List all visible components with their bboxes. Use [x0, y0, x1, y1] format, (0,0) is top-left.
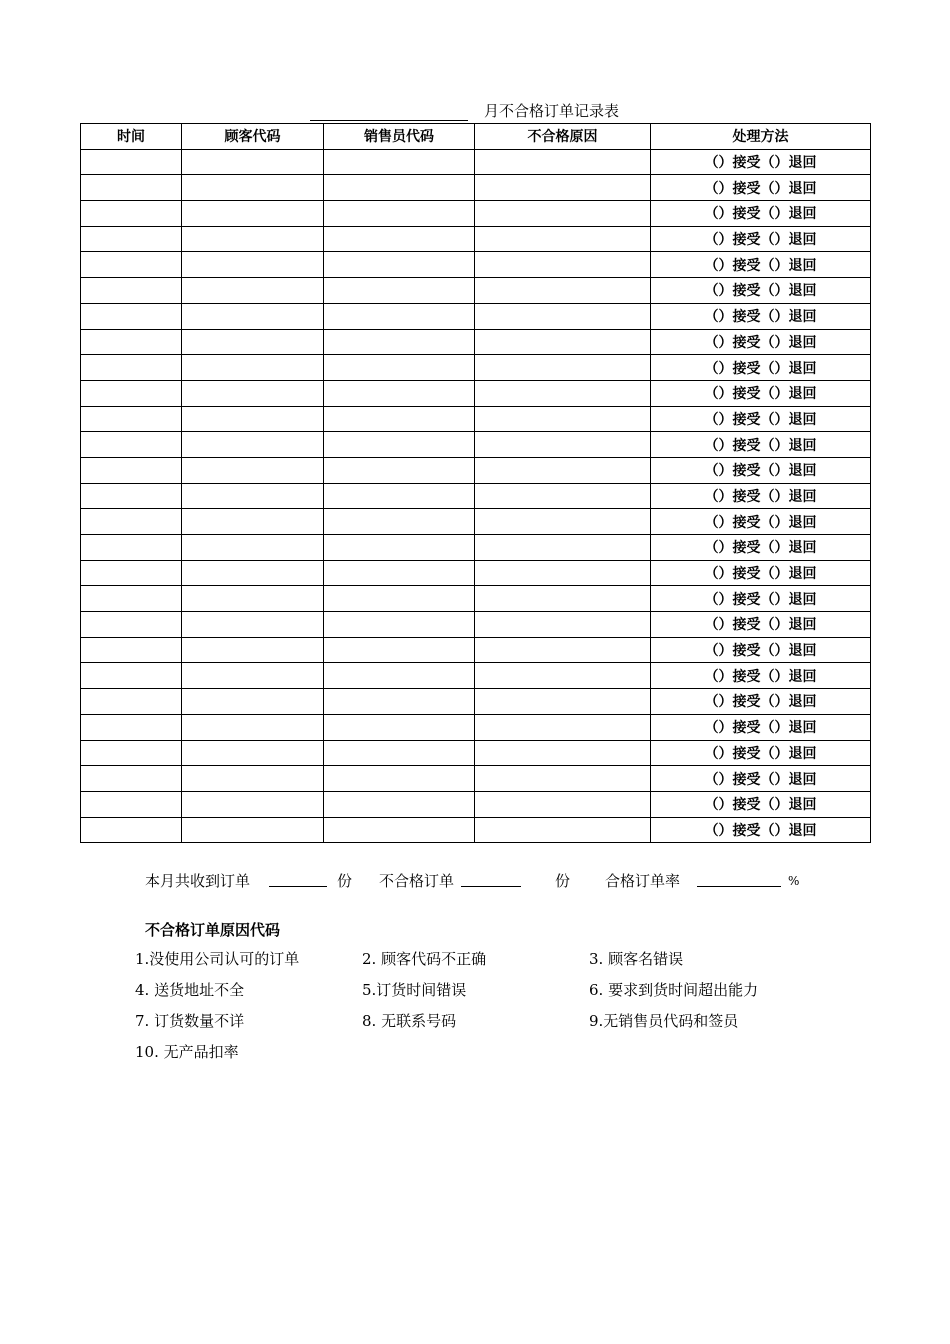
table-row: [81, 766, 871, 792]
cell-customer-code[interactable]: [182, 483, 324, 509]
cell-customer-code[interactable]: [182, 689, 324, 715]
rate-label: 合格订单率: [605, 872, 681, 890]
table-row: [81, 175, 871, 201]
cell-time[interactable]: [81, 637, 182, 663]
cell-time[interactable]: [81, 175, 182, 201]
cell-handling[interactable]: （）接受（）退回: [651, 637, 871, 663]
table-row: [81, 355, 871, 381]
table-row: [81, 740, 871, 766]
cell-handling[interactable]: （）接受（）退回: [651, 226, 871, 252]
table-row: [81, 457, 871, 483]
cell-customer-code[interactable]: [182, 586, 324, 612]
cell-reason[interactable]: [475, 663, 651, 689]
cell-reason[interactable]: [475, 226, 651, 252]
cell-reason[interactable]: [475, 483, 651, 509]
cell-sales-code[interactable]: [324, 406, 475, 432]
cell-sales-code[interactable]: [324, 740, 475, 766]
cell-sales-code[interactable]: [324, 226, 475, 252]
cell-handling[interactable]: （）接受（）退回: [651, 406, 871, 432]
cell-sales-code[interactable]: [324, 509, 475, 535]
cell-customer-code[interactable]: [182, 175, 324, 201]
received-count-blank[interactable]: [269, 870, 327, 887]
cell-reason[interactable]: [475, 560, 651, 586]
cell-time[interactable]: [81, 380, 182, 406]
cell-sales-code[interactable]: [324, 432, 475, 458]
table-row: [81, 406, 871, 432]
header-handling: 处理方法: [651, 124, 871, 150]
table-row: [81, 149, 871, 175]
cell-handling[interactable]: （）接受（）退回: [651, 612, 871, 638]
reason-code-item: 9.无销售员代码和签员: [589, 1012, 739, 1030]
cell-reason[interactable]: [475, 535, 651, 561]
reason-code-item: 7. 订货数量不详: [135, 1012, 245, 1030]
cell-time[interactable]: [81, 252, 182, 278]
rate-unit: %: [788, 874, 800, 888]
cell-handling[interactable]: （）接受（）退回: [651, 663, 871, 689]
cell-reason[interactable]: [475, 175, 651, 201]
table-row: [81, 380, 871, 406]
cell-customer-code[interactable]: [182, 766, 324, 792]
monthly-summary: [145, 870, 825, 892]
cell-reason[interactable]: [475, 201, 651, 227]
table-row: [81, 791, 871, 817]
cell-reason[interactable]: [475, 509, 651, 535]
table-row: [81, 586, 871, 612]
rate-blank[interactable]: [697, 870, 781, 887]
cell-reason[interactable]: [475, 432, 651, 458]
cell-reason[interactable]: [475, 714, 651, 740]
cell-reason[interactable]: [475, 791, 651, 817]
cell-sales-code[interactable]: [324, 329, 475, 355]
cell-customer-code[interactable]: [182, 535, 324, 561]
cell-sales-code[interactable]: [324, 380, 475, 406]
table-row: [81, 201, 871, 227]
cell-reason[interactable]: [475, 637, 651, 663]
cell-customer-code[interactable]: [182, 252, 324, 278]
cell-reason[interactable]: [475, 303, 651, 329]
cell-handling[interactable]: （）接受（）退回: [651, 689, 871, 715]
cell-handling[interactable]: （）接受（）退回: [651, 791, 871, 817]
header-customer-code: 顾客代码: [182, 124, 324, 150]
header-sales-code: 销售员代码: [324, 124, 475, 150]
cell-sales-code[interactable]: [324, 303, 475, 329]
cell-reason[interactable]: [475, 406, 651, 432]
cell-customer-code[interactable]: [182, 637, 324, 663]
cell-reason[interactable]: [475, 457, 651, 483]
cell-customer-code[interactable]: [182, 329, 324, 355]
cell-sales-code[interactable]: [324, 483, 475, 509]
cell-reason[interactable]: [475, 817, 651, 843]
cell-handling[interactable]: （）接受（）退回: [651, 714, 871, 740]
cell-time[interactable]: [81, 329, 182, 355]
received-label: 本月共收到订单: [145, 872, 251, 890]
table-row: [81, 689, 871, 715]
cell-sales-code[interactable]: [324, 586, 475, 612]
cell-sales-code[interactable]: [324, 252, 475, 278]
cell-handling[interactable]: （）接受（）退回: [651, 329, 871, 355]
cell-sales-code[interactable]: [324, 535, 475, 561]
cell-customer-code[interactable]: [182, 355, 324, 381]
cell-handling[interactable]: （）接受（）退回: [651, 175, 871, 201]
cell-customer-code[interactable]: [182, 457, 324, 483]
table-header-row: [81, 124, 871, 150]
cell-time[interactable]: [81, 201, 182, 227]
unqualified-label: 不合格订单: [379, 872, 455, 890]
table-row: [81, 252, 871, 278]
cell-customer-code[interactable]: [182, 380, 324, 406]
cell-time[interactable]: [81, 457, 182, 483]
reason-code-item: 10. 无产品扣率: [135, 1043, 239, 1061]
cell-customer-code[interactable]: [182, 226, 324, 252]
cell-customer-code[interactable]: [182, 663, 324, 689]
cell-handling[interactable]: （）接受（）退回: [651, 457, 871, 483]
table-row: [81, 303, 871, 329]
cell-time[interactable]: [81, 509, 182, 535]
cell-customer-code[interactable]: [182, 149, 324, 175]
cell-sales-code[interactable]: [324, 714, 475, 740]
cell-handling[interactable]: （）接受（）退回: [651, 149, 871, 175]
header-reason: 不合格原因: [475, 124, 651, 150]
cell-handling[interactable]: （）接受（）退回: [651, 586, 871, 612]
reason-codes-title: 不合格订单原因代码: [145, 921, 281, 939]
cell-handling[interactable]: （）接受（）退回: [651, 560, 871, 586]
unqualified-unit: 份: [555, 872, 571, 890]
cell-sales-code[interactable]: [324, 149, 475, 175]
cell-time[interactable]: [81, 766, 182, 792]
cell-sales-code[interactable]: [324, 612, 475, 638]
cell-handling[interactable]: （）接受（）退回: [651, 355, 871, 381]
cell-handling[interactable]: （）接受（）退回: [651, 380, 871, 406]
cell-time[interactable]: [81, 612, 182, 638]
form-title: [310, 100, 730, 122]
cell-time[interactable]: [81, 560, 182, 586]
cell-sales-code[interactable]: [324, 663, 475, 689]
cell-handling[interactable]: （）接受（）退回: [651, 535, 871, 561]
table-row: [81, 535, 871, 561]
cell-time[interactable]: [81, 303, 182, 329]
table-row: [81, 432, 871, 458]
cell-reason[interactable]: [475, 329, 651, 355]
cell-sales-code[interactable]: [324, 175, 475, 201]
cell-time[interactable]: [81, 791, 182, 817]
cell-handling[interactable]: （）接受（）退回: [651, 509, 871, 535]
cell-time[interactable]: [81, 817, 182, 843]
reason-code-item: 5.订货时间错误: [362, 981, 467, 999]
cell-customer-code[interactable]: [182, 406, 324, 432]
table-row: [81, 612, 871, 638]
cell-reason[interactable]: [475, 689, 651, 715]
cell-handling[interactable]: （）接受（）退回: [651, 201, 871, 227]
cell-time[interactable]: [81, 714, 182, 740]
reason-code-item: 3. 顾客名错误: [589, 950, 684, 968]
cell-time[interactable]: [81, 586, 182, 612]
cell-time[interactable]: [81, 740, 182, 766]
cell-handling[interactable]: （）接受（）退回: [651, 278, 871, 304]
cell-customer-code[interactable]: [182, 303, 324, 329]
cell-handling[interactable]: （）接受（）退回: [651, 766, 871, 792]
cell-reason[interactable]: [475, 252, 651, 278]
cell-time[interactable]: [81, 278, 182, 304]
cell-sales-code[interactable]: [324, 817, 475, 843]
cell-customer-code[interactable]: [182, 560, 324, 586]
cell-time[interactable]: [81, 355, 182, 381]
cell-customer-code[interactable]: [182, 509, 324, 535]
table-row: [81, 278, 871, 304]
nonconforming-order-table: [80, 123, 871, 843]
cell-handling[interactable]: （）接受（）退回: [651, 252, 871, 278]
cell-time[interactable]: [81, 406, 182, 432]
month-blank-line[interactable]: [310, 120, 468, 121]
cell-reason[interactable]: [475, 355, 651, 381]
cell-sales-code[interactable]: [324, 560, 475, 586]
received-unit: 份: [337, 872, 353, 890]
cell-sales-code[interactable]: [324, 791, 475, 817]
cell-reason[interactable]: [475, 612, 651, 638]
cell-sales-code[interactable]: [324, 689, 475, 715]
cell-reason[interactable]: [475, 149, 651, 175]
reason-code-item: 1.没使用公司认可的订单: [135, 950, 300, 968]
cell-customer-code[interactable]: [182, 817, 324, 843]
table-row: [81, 329, 871, 355]
table-row: [81, 637, 871, 663]
table-row: [81, 509, 871, 535]
cell-customer-code[interactable]: [182, 740, 324, 766]
cell-handling[interactable]: （）接受（）退回: [651, 740, 871, 766]
cell-handling[interactable]: （）接受（）退回: [651, 303, 871, 329]
cell-reason[interactable]: [475, 278, 651, 304]
cell-handling[interactable]: （）接受（）退回: [651, 483, 871, 509]
cell-handling[interactable]: （）接受（）退回: [651, 432, 871, 458]
table-row: [81, 560, 871, 586]
cell-sales-code[interactable]: [324, 201, 475, 227]
cell-reason[interactable]: [475, 740, 651, 766]
cell-customer-code[interactable]: [182, 714, 324, 740]
header-time: 时间: [81, 124, 182, 150]
table-row: [81, 817, 871, 843]
cell-time[interactable]: [81, 535, 182, 561]
form-title-text: 月不合格订单记录表: [484, 102, 620, 120]
cell-sales-code[interactable]: [324, 637, 475, 663]
reason-code-item: 2. 顾客代码不正确: [362, 950, 487, 968]
table-row: [81, 663, 871, 689]
unqualified-count-blank[interactable]: [461, 870, 521, 887]
cell-sales-code[interactable]: [324, 766, 475, 792]
table-row: [81, 483, 871, 509]
cell-sales-code[interactable]: [324, 278, 475, 304]
reason-code-item: 6. 要求到货时间超出能力: [589, 981, 759, 999]
cell-reason[interactable]: [475, 380, 651, 406]
cell-reason[interactable]: [475, 766, 651, 792]
table-row: [81, 226, 871, 252]
cell-time[interactable]: [81, 663, 182, 689]
cell-sales-code[interactable]: [324, 355, 475, 381]
table-row: [81, 714, 871, 740]
cell-handling[interactable]: （）接受（）退回: [651, 817, 871, 843]
cell-customer-code[interactable]: [182, 432, 324, 458]
cell-customer-code[interactable]: [182, 791, 324, 817]
cell-time[interactable]: [81, 149, 182, 175]
reason-code-item: 4. 送货地址不全: [135, 981, 245, 999]
cell-time[interactable]: [81, 226, 182, 252]
reason-code-item: 8. 无联系号码: [362, 1012, 457, 1030]
cell-reason[interactable]: [475, 586, 651, 612]
cell-time[interactable]: [81, 689, 182, 715]
cell-time[interactable]: [81, 483, 182, 509]
cell-sales-code[interactable]: [324, 457, 475, 483]
cell-customer-code[interactable]: [182, 201, 324, 227]
cell-customer-code[interactable]: [182, 278, 324, 304]
cell-customer-code[interactable]: [182, 612, 324, 638]
cell-time[interactable]: [81, 432, 182, 458]
